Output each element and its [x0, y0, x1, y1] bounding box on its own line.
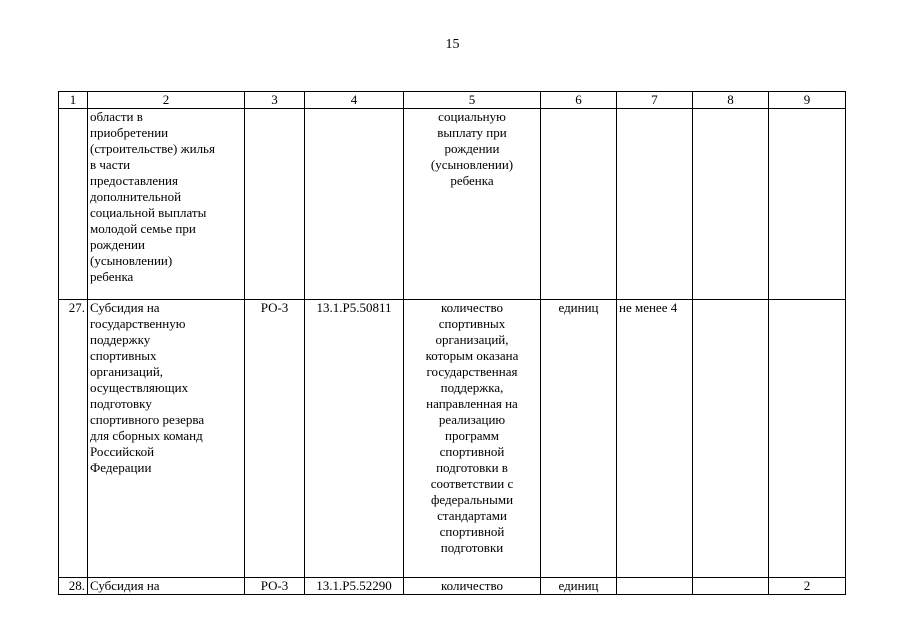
indicators-table [58, 91, 846, 595]
table-row [59, 578, 846, 595]
column-header: 8 [693, 92, 769, 109]
subsidy-name: области в приобретении (строительстве) жилья в части предоставления дополнительной социальной выплаты молодой семье при рождении (усыновлении) ребенка [88, 109, 245, 300]
value-cell: не менее 4 [617, 300, 693, 578]
kbk-cell [305, 109, 404, 300]
column-header: 4 [305, 92, 404, 109]
subsidy-name: Субсидия на [88, 578, 245, 595]
value-cell [617, 109, 693, 300]
indicator-cell: количество [404, 578, 541, 595]
code-cell: РО-3 [245, 578, 305, 595]
column-header: 7 [617, 92, 693, 109]
value-cell [693, 109, 769, 300]
unit-cell: единиц [541, 300, 617, 578]
value-cell [617, 578, 693, 595]
column-header: 3 [245, 92, 305, 109]
value-cell [693, 578, 769, 595]
kbk-cell: 13.1.Р5.50811 [305, 300, 404, 578]
page-number: 15 [445, 37, 460, 52]
indicator-cell: количество спортивных организаций, которым оказана государственная поддержка, направленная на реализацию программ спортивной подготовки в соответствии с федеральными стандартами спортивной подготовки [404, 300, 541, 578]
unit-cell [541, 109, 617, 300]
kbk-cell: 13.1.Р5.52290 [305, 578, 404, 595]
column-header: 9 [769, 92, 846, 109]
column-header: 6 [541, 92, 617, 109]
code-cell: РО-3 [245, 300, 305, 578]
subsidy-name: Субсидия на государственную поддержку спортивных организаций, осуществляющих подготовку спортивного резерва для сборных команд Российской Федерации [88, 300, 245, 578]
code-cell [245, 109, 305, 300]
column-header: 5 [404, 92, 541, 109]
value-cell [769, 300, 846, 578]
value-cell [769, 109, 846, 300]
row-number: 27. [59, 300, 88, 578]
value-cell: 2 [769, 578, 846, 595]
value-cell [693, 300, 769, 578]
table-header-row [59, 92, 846, 109]
column-header: 2 [88, 92, 245, 109]
table-row [59, 300, 846, 578]
table-row [59, 109, 846, 300]
column-header: 1 [59, 92, 88, 109]
row-number [59, 109, 88, 300]
unit-cell: единиц [541, 578, 617, 595]
indicator-cell: социальную выплату при рождении (усыновлении) ребенка [404, 109, 541, 300]
row-number: 28. [59, 578, 88, 595]
